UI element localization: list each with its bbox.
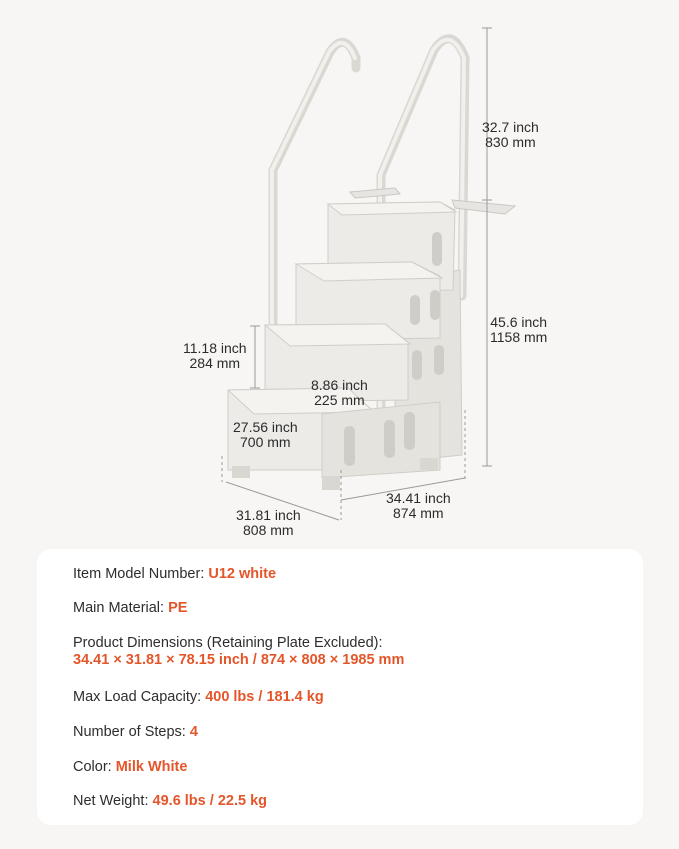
base-depth-label: 34.41 inch 874 mm: [386, 490, 451, 521]
step-depth-label: 8.86 inch 225 mm: [311, 377, 368, 408]
spec-load-capacity: [73, 689, 324, 706]
spec-color: [73, 759, 187, 776]
spec-color-value: Milk White: [115, 759, 188, 775]
spec-card: [37, 549, 643, 825]
spec-dimensions: [73, 635, 404, 669]
spec-material-label: Main Material:: [73, 600, 169, 616]
step-width-label: 27.56 inch 700 mm: [233, 419, 298, 450]
spec-steps-label: Number of Steps:: [73, 724, 190, 740]
total-height-label: 45.6 inch 1158 mm: [490, 314, 548, 345]
spec-material: [73, 600, 187, 617]
spec-dimensions-label: Product Dimensions (Retaining Plate Excluded):: [73, 635, 383, 651]
spec-model-label: Item Model Number:: [73, 566, 209, 582]
spec-model: [73, 566, 276, 583]
spec-steps: [73, 724, 198, 741]
spec-weight-label: Net Weight:: [73, 793, 153, 809]
spec-dimensions-value: 34.41 × 31.81 × 78.15 inch / 874 × 808 × 1985 mm: [73, 652, 405, 668]
spec-weight-value: 49.6 lbs / 22.5 kg: [152, 793, 267, 809]
spec-steps-value: 4: [189, 724, 198, 740]
spec-load-label: Max Load Capacity:: [73, 689, 206, 705]
step-height-label: 11.18 inch 284 mm: [183, 340, 247, 371]
spec-color-label: Color:: [73, 759, 116, 775]
handrail-height-label: 32.7 inch 830 mm: [482, 119, 539, 150]
spec-load-value: 400 lbs / 181.4 kg: [205, 689, 324, 705]
spec-weight: [73, 793, 267, 810]
spec-material-value: PE: [168, 600, 188, 616]
spec-model-value: U12 white: [208, 566, 277, 582]
base-width-label: 31.81 inch 808 mm: [236, 507, 301, 538]
